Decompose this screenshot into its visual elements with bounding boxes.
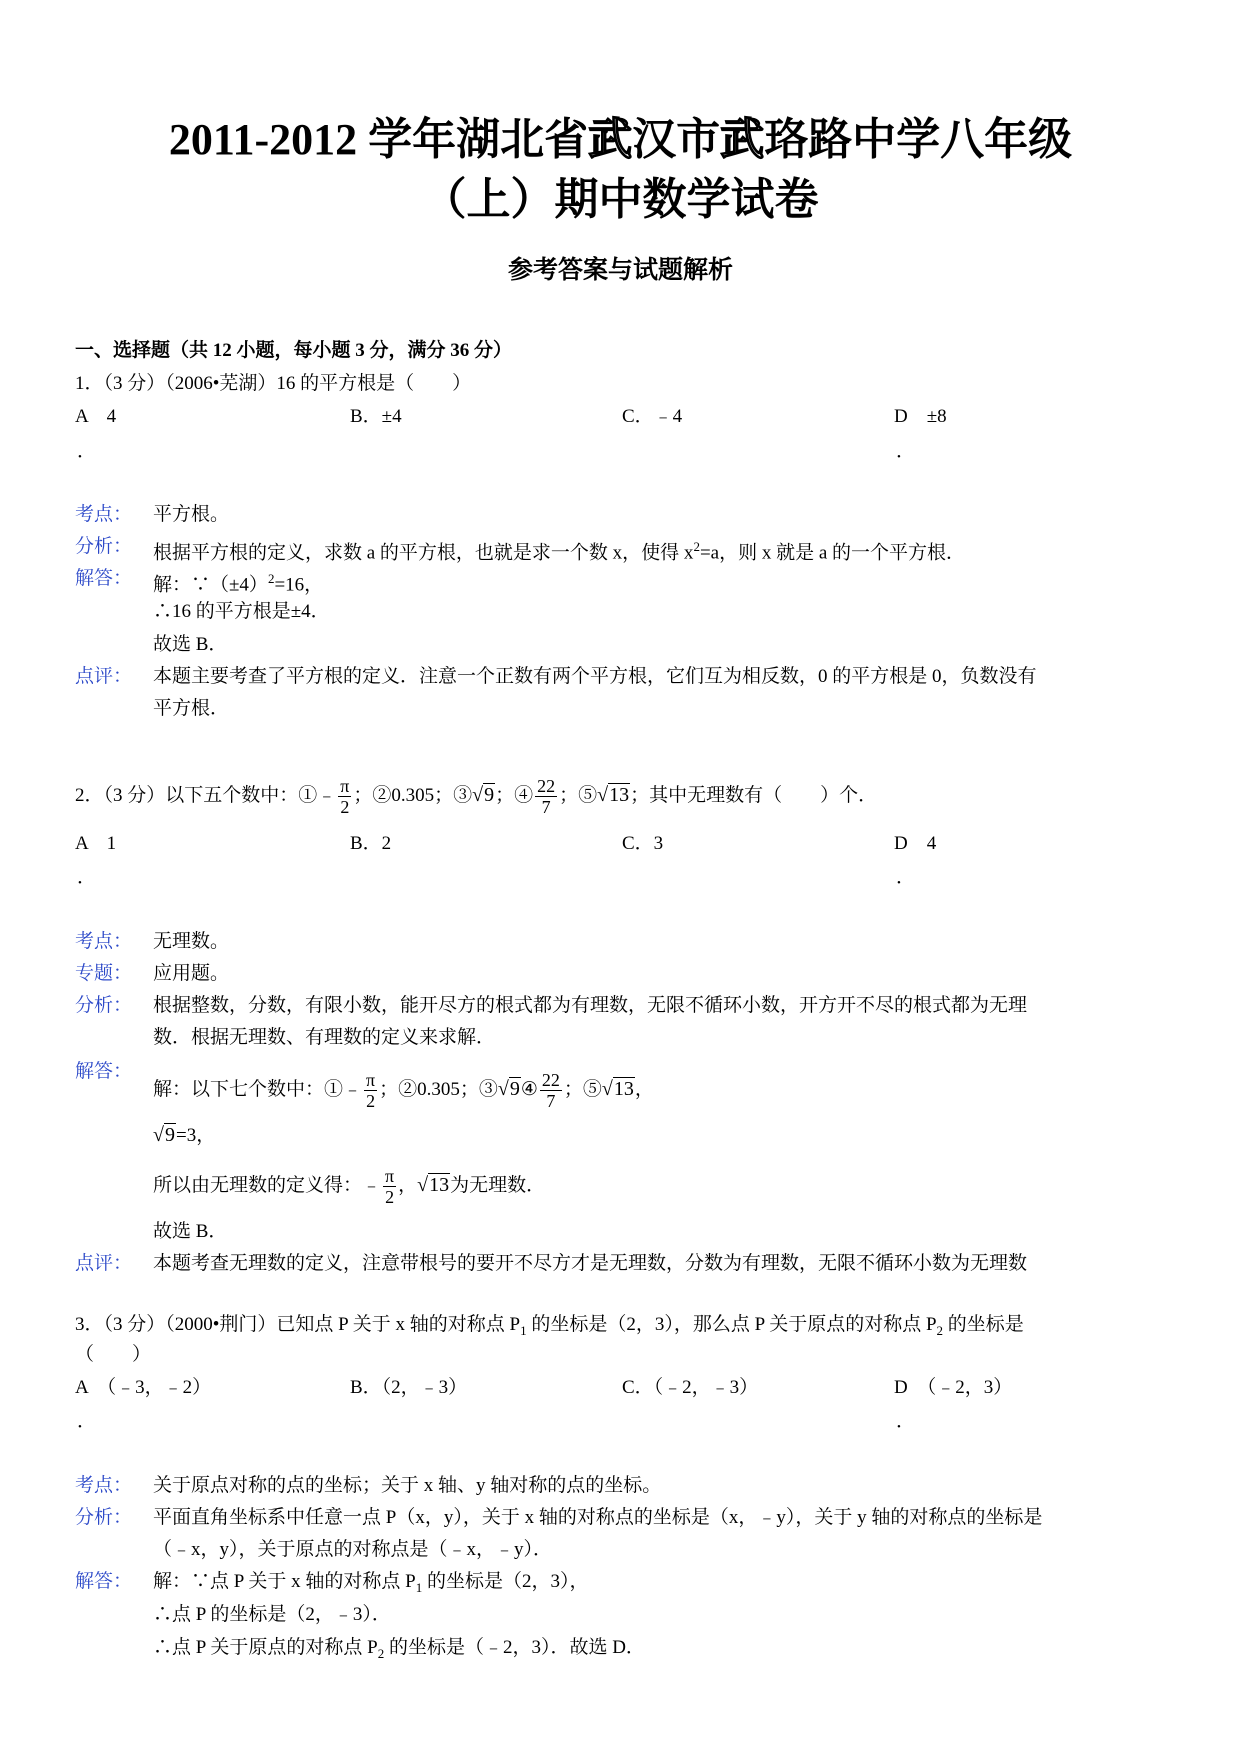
- text-part: ；④: [495, 785, 534, 806]
- q2-jieda-line1: [153, 1064, 654, 1115]
- q1-option-b: B．±4: [350, 406, 402, 427]
- radicand: 9: [509, 1078, 520, 1100]
- q2-option-d: D 4: [894, 833, 937, 854]
- radicand: 13: [613, 1078, 634, 1100]
- radicand: 13: [609, 784, 630, 806]
- denominator: 2: [340, 797, 350, 818]
- superscript: 2: [693, 539, 700, 554]
- text-part: ④: [520, 1079, 538, 1100]
- text-part: 2．（3 分）以下五个数中：①﹣: [75, 785, 337, 806]
- radicand: 9: [484, 784, 495, 806]
- sqrt-13: √13: [601, 1078, 634, 1100]
- text-part: 的坐标是（2，3），: [422, 1571, 589, 1592]
- text-part: 解：∵点 P 关于 x 轴的对称点 P: [153, 1571, 416, 1592]
- sqrt-13: √13: [417, 1174, 450, 1196]
- q2-kaodian-label: 考点：: [75, 931, 133, 952]
- q1-jieda-line1: [153, 567, 323, 597]
- q3-stem-line1: [75, 1313, 1024, 1343]
- q2-zhuanti: 应用题。: [153, 963, 230, 984]
- q1-jieda-line2: ∴16 的平方根是±4．: [153, 601, 330, 622]
- q2-option-b: B．2: [350, 833, 392, 854]
- q2-option-dot: ．: [896, 867, 916, 888]
- text-part: =a，则 x 就是 a 的一个平方根．: [699, 542, 966, 564]
- numerator: 22: [541, 1070, 560, 1091]
- title-outlined-char: 武: [720, 115, 765, 164]
- q2-fenxi-line1: 根据整数，分数，有限小数，能开尽方的根式都为有理数，无限不循环小数，开方开不尽的根式都为无理: [153, 995, 1028, 1016]
- subscript: 2: [936, 1322, 944, 1338]
- q2-kaodian: 无理数。: [153, 931, 230, 952]
- text-part: 所以由无理数的定义得：﹣: [153, 1175, 382, 1196]
- title-part: 珞路中学八年级: [764, 115, 1073, 164]
- q3-fenxi-label: 分析：: [75, 1507, 133, 1528]
- denominator: 7: [541, 797, 551, 818]
- text-part: ；⑤: [563, 1079, 602, 1100]
- text-part: 解：∵（±4）: [153, 574, 268, 596]
- title-part: 汉市: [632, 115, 721, 164]
- radicand: 9: [164, 1124, 175, 1146]
- q3-option-c: C．（﹣2，﹣3）: [622, 1377, 759, 1398]
- q1-dianping-line1: 本题主要考查了平方根的定义．注意一个正数有两个平方根，它们互为相反数，0 的平方根是 0，负数没有: [153, 666, 1037, 687]
- radicand: 13: [429, 1174, 450, 1196]
- q3-jieda-line2: ∴点 P 的坐标是（2，﹣3）．: [153, 1604, 391, 1625]
- q1-dianping-label: 点评：: [75, 666, 133, 687]
- numerator: π: [340, 776, 350, 797]
- q2-jieda-line4: 故选 B．: [153, 1221, 228, 1242]
- text-part: =3，: [175, 1125, 216, 1146]
- q2-fenxi-label: 分析：: [75, 995, 133, 1016]
- q1-kaodian-label: 考点：: [75, 504, 133, 525]
- q2-dianping: 本题考查无理数的定义，注意带根号的要开不尽方才是无理数，分数为有理数，无限不循环小数为无理数: [153, 1253, 1028, 1274]
- sqrt-9: √9: [472, 784, 495, 806]
- q2-fenxi-line2: 数．根据无理数、有理数的定义来求解．: [153, 1027, 496, 1048]
- title-part: 2011-2012 学年湖北省: [168, 115, 589, 164]
- q3-kaodian-label: 考点：: [75, 1475, 133, 1496]
- q3-option-b: B．（2，﹣3）: [350, 1377, 468, 1398]
- fraction-pi-over-2: [338, 776, 351, 817]
- q1-jieda-line3: 故选 B．: [153, 634, 228, 655]
- q1-fenxi-label: 分析：: [75, 536, 133, 557]
- text-part: 的坐标是: [943, 1314, 1024, 1335]
- q3-fenxi-line2: （﹣x，y），关于原点的对称点是（﹣x，﹣y）．: [153, 1539, 553, 1560]
- q3-jieda-label: 解答：: [75, 1571, 133, 1592]
- page-title-line2: （上）期中数学试卷: [422, 175, 819, 224]
- q1-option-a: A 4: [75, 406, 117, 427]
- q3-stem-line2: （ ）: [75, 1344, 152, 1365]
- text-part: ；②0.305；③: [353, 785, 473, 806]
- q2-jieda-line3: [153, 1160, 545, 1211]
- text-part: ；②0.305；③: [379, 1079, 498, 1100]
- page-subtitle: 参考答案与试题解析: [507, 257, 733, 284]
- fraction-22-over-7: [535, 776, 557, 817]
- text-part: ∴点 P 关于原点的对称点 P: [153, 1637, 378, 1658]
- text-part: ；其中无理数有（ ）个．: [630, 785, 878, 806]
- q1-stem: 1．（3 分）（2006•芜湖）16 的平方根是（ ）: [75, 373, 472, 394]
- q3-option-dot: ．: [896, 1411, 916, 1432]
- numerator: 22: [537, 776, 556, 797]
- page-title-line1: [0, 110, 1241, 170]
- fraction-pi-over-2: [383, 1166, 396, 1207]
- fraction-pi-over-2: [364, 1070, 377, 1111]
- q2-zhuanti-label: 专题：: [75, 963, 133, 984]
- q3-fenxi-line1: 平面直角坐标系中任意一点 P（x，y），关于 x 轴的对称点的坐标是（x，﹣y），关于 y 轴的对称点的坐标是: [153, 1507, 1043, 1528]
- q1-fenxi: [153, 535, 965, 565]
- numerator: π: [366, 1070, 376, 1091]
- q1-dianping-line2: 平方根．: [153, 698, 230, 719]
- text-part: 的坐标是（﹣2，3）．故选 D．: [384, 1637, 645, 1658]
- q3-kaodian: 关于原点对称的点的坐标；关于 x 轴、y 轴对称的点的坐标。: [153, 1475, 662, 1496]
- q1-option-d: D ±8: [894, 406, 947, 427]
- q3-option-a: A （﹣3，﹣2）: [75, 1377, 212, 1398]
- q1-jieda-label: 解答：: [75, 568, 133, 589]
- text-part: =16，: [274, 574, 324, 596]
- sqrt-9: √9: [497, 1078, 520, 1100]
- superscript: 2: [267, 571, 275, 586]
- q2-option-c: C．3: [622, 833, 664, 854]
- subscript: 2: [377, 1645, 385, 1661]
- q1-kaodian: 平方根。: [153, 504, 230, 525]
- q3-option-dot: ．: [77, 1411, 97, 1432]
- fraction-22-over-7: [540, 1070, 562, 1111]
- text-part: 的坐标是（2，3），那么点 P 关于原点的对称点 P: [526, 1314, 937, 1335]
- title-outlined-char: 武: [588, 115, 633, 164]
- denominator: 2: [366, 1091, 376, 1112]
- text-part: 解：以下七个数中：①﹣: [153, 1079, 363, 1100]
- text-part: ，: [634, 1079, 654, 1100]
- text-part: 3．（3 分）（2000•荆门）已知点 P 关于 x 轴的对称点 P: [75, 1314, 521, 1335]
- q1-option-dot: ．: [77, 441, 97, 462]
- q3-jieda-line3: [153, 1636, 645, 1666]
- q1-option-dot: ．: [896, 441, 916, 462]
- q3-jieda-line1: [153, 1570, 588, 1600]
- denominator: 7: [546, 1091, 556, 1112]
- numerator: π: [385, 1166, 395, 1187]
- q2-jieda-label: 解答：: [75, 1061, 133, 1082]
- text-part: ；⑤: [559, 785, 598, 806]
- denominator: 2: [385, 1187, 395, 1208]
- sqrt-13: √13: [597, 784, 630, 806]
- sqrt-9: √9: [153, 1124, 175, 1146]
- section-heading: 一、选择题（共 12 小题，每小题 3 分，满分 36 分）: [75, 340, 513, 361]
- q3-option-d: D （﹣2，3）: [894, 1377, 1013, 1398]
- text-part: 为无理数．: [450, 1175, 546, 1196]
- q2-option-dot: ．: [77, 867, 97, 888]
- q2-jieda-line2: [153, 1123, 215, 1148]
- subscript: 1: [415, 1579, 423, 1595]
- text-part: 根据平方根的定义，求数 a 的平方根，也就是求一个数 x，使得 x: [153, 542, 694, 564]
- subscript: 1: [520, 1322, 527, 1338]
- q2-stem: [75, 770, 877, 821]
- q2-dianping-label: 点评：: [75, 1253, 133, 1274]
- text-part: ，: [398, 1175, 418, 1196]
- q1-option-c: C．﹣4: [622, 406, 683, 427]
- q2-option-a: A 1: [75, 833, 117, 854]
